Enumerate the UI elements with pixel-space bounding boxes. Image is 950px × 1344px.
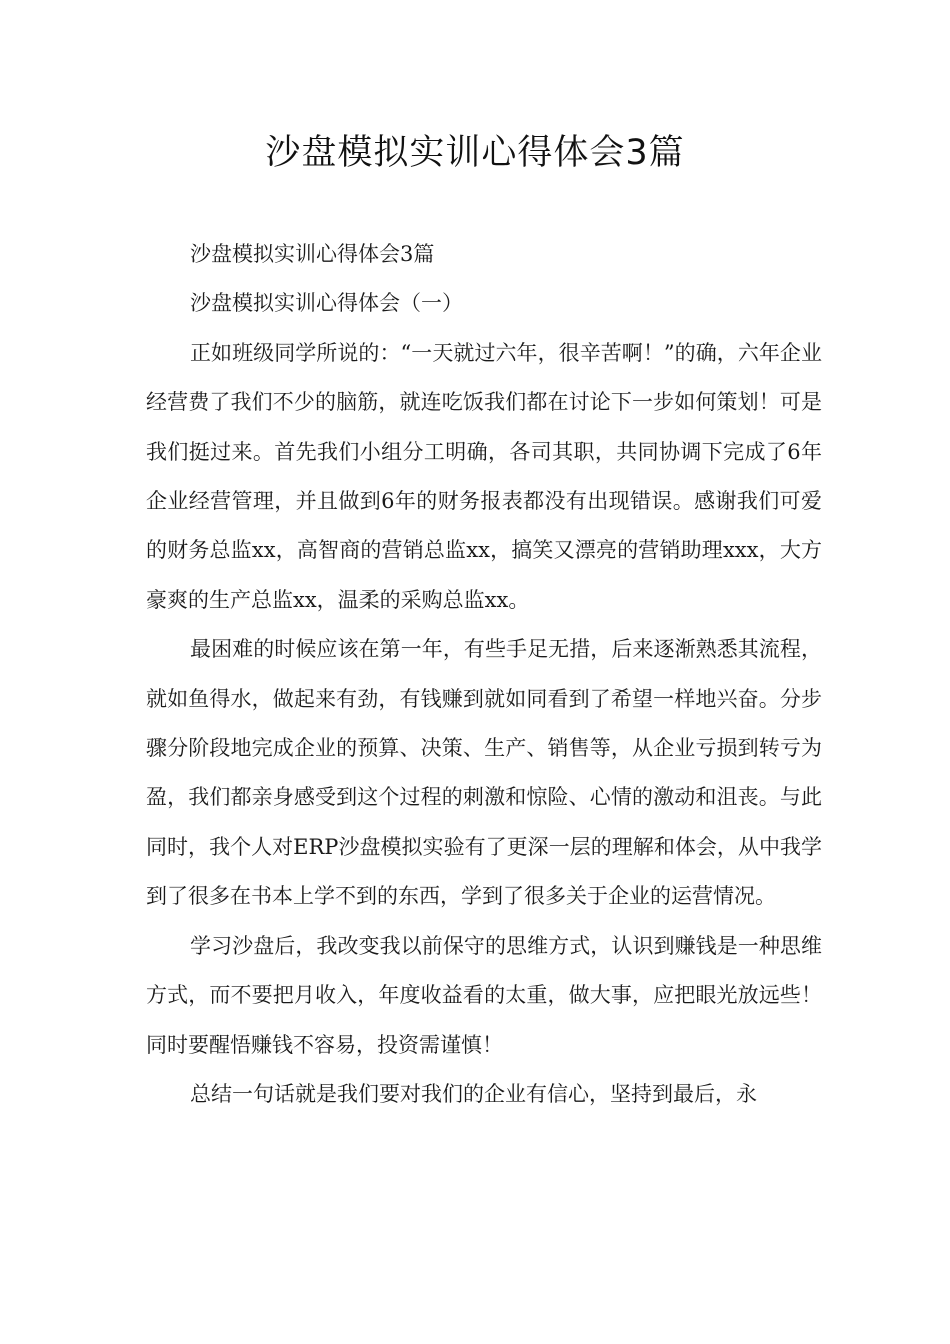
paragraph: 正如班级同学所说的：“一天就过六年，很辛苦啊！”的确，六年企业经营费了我们不少的脑筋，就连吃饭我们都在讨论下一步如何策划！可是我们挺过来。首先我们小组分工明确，各司其职，共同协调下完成了6年企业经营管理，并且做到6年的财务报表都没有出现错误。感谢我们可爱的财务总监xx，高智商的营销总监xx，搞笑又漂亮的营销助理xxx，大方豪爽的生产总监xx，温柔的采购总监xx。 (146, 340, 822, 612)
paragraph-subtitle: 沙盘模拟实训心得体会3篇 (190, 242, 435, 266)
paragraph-section-heading: 沙盘模拟实训心得体会（一） (190, 291, 463, 316)
document-title: 沙盘模拟实训心得体会3篇 (265, 133, 685, 173)
paragraph: 最困难的时候应该在第一年，有些手足无措，后来逐渐熟悉其流程，就如鱼得水，做起来有劲，有钱赚到就如同看到了希望一样地兴奋。分步骤分阶段地完成企业的预算、决策、生产、销售等，从企业亏损到转亏为盈，我们都亲身感受到这个过程的刺激和惊险、心情的激动和沮丧。与此同时，我个人对ERP沙盘模拟实验有了更深一层的理解和体会，从中我学到了很多在书本上学不到的东西，学到了很多关于企业的运营情况。 (146, 637, 822, 909)
paragraph: 总结一句话就是我们要对我们的企业有信心，坚持到最后，永 (190, 1081, 757, 1106)
document-body (146, 230, 822, 1119)
paragraph: 学习沙盘后，我改变我以前保守的思维方式，认识到赚钱是一种思维方式，而不要把月收入，年度收益看的太重，做大事，应把眼光放远些！同时要醒悟赚钱不容易，投资需谨慎！ (146, 933, 822, 1057)
